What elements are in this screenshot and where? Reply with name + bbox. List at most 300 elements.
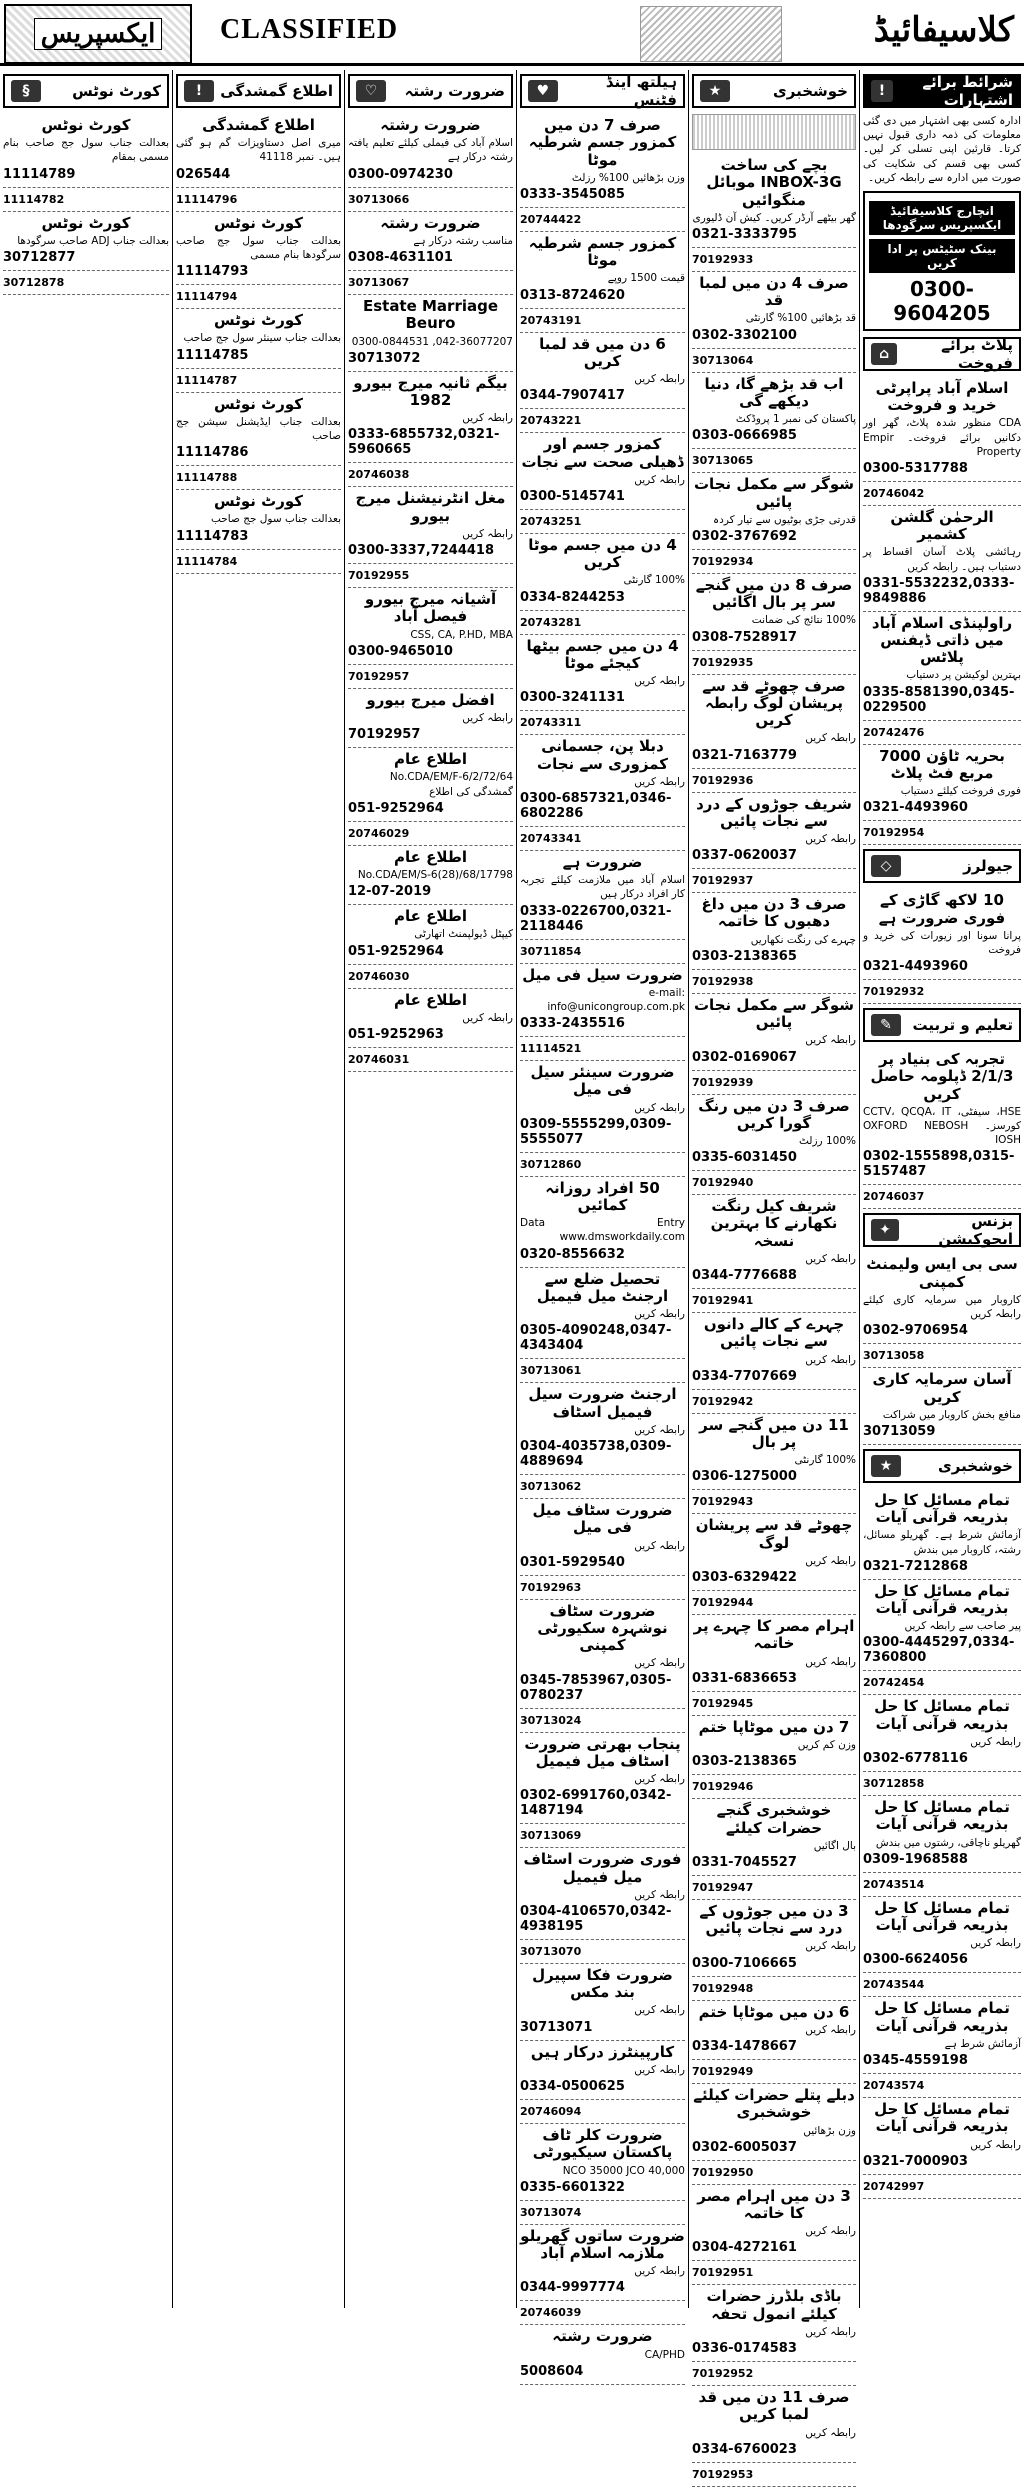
ad-phone: 0337-0620037 [692, 848, 797, 864]
ad-title: ضرورت سینئر سیل فی میل [530, 1063, 675, 1099]
column-3 [344, 70, 516, 2308]
ad-text: بعدالت جناب ADJ صاحب سرگودھا [17, 234, 169, 247]
classified-ad [348, 905, 513, 964]
classified-ad [692, 1390, 856, 1414]
ad-code: 30713066 [348, 192, 410, 206]
classified-ad [520, 1733, 685, 1825]
ad-code: 70192948 [692, 1981, 754, 1995]
ad-code: 11114796 [176, 192, 238, 206]
ad-code: 70192935 [692, 655, 754, 669]
ad-code: 70192934 [692, 554, 754, 568]
ad-text: منافع بخش کاروبار میں شراکت [882, 1408, 1021, 1421]
classified-ad [863, 1897, 1021, 1974]
notice-band: انچارج کلاسیفائیڈ ایکسپریس سرگودھا [869, 201, 1015, 235]
classified-ad [692, 1876, 856, 1900]
section-title: جیولرز [963, 857, 1013, 876]
ad-code: 20743281 [520, 615, 582, 629]
ad-phone: 026544 [176, 166, 231, 182]
ad-code: 70192949 [692, 2065, 754, 2079]
ad-phone: 0306-1275000 [692, 1469, 797, 1485]
ad-title: دبلا پن، جسمانی کمزوری سے نجات [537, 737, 668, 773]
ad-phone: 0308-7528917 [692, 629, 797, 645]
classified-ad [520, 1848, 685, 1940]
ad-code: 30713062 [520, 1480, 582, 1493]
ad-title: کمزور جسم شرطیہ موٹا [528, 233, 677, 270]
ad-phone: 0302-9706954 [863, 1323, 968, 1339]
ad-text: رابطہ کریں [634, 2004, 685, 2017]
ad-text: e-mail: info@unicongroup.com.pk [547, 986, 685, 1013]
ad-title: اطلاع عام [393, 847, 467, 866]
ad-code: 20743221 [520, 414, 582, 428]
classified-ad [692, 248, 856, 272]
ad-title: کورٹ نوٹس [214, 492, 303, 511]
ad-phone: 0331-5532232,0333-9849886 [863, 575, 1015, 606]
ad-title: کمزور جسم اور ڈھیلی صحت سے نجات [521, 435, 684, 471]
classified-ad [520, 1499, 685, 1576]
classified-ad [863, 745, 1021, 822]
ad-title: Estate Marriage Beuro [362, 297, 499, 333]
ad-phone: 0321-7212868 [863, 1558, 968, 1574]
ad-text: HSE، سیفٹی، CCTV، QCQA، IT کورسز۔ OXFORD NEBOSH IOSH [863, 1105, 1021, 1147]
ad-code: 30713065 [692, 454, 754, 468]
ad-text: رابطہ کریں [634, 775, 685, 788]
section-business [863, 1213, 1021, 1247]
section-title: خوشخبری [938, 1456, 1013, 1475]
ad-phone: 0303-0666985 [692, 428, 797, 444]
ad-title: صرف 11 دن میں قد لمبا کریں [698, 2388, 850, 2424]
ad-phone: 0300-7106665 [692, 1955, 797, 1971]
notice-phone: 0300-9604205 [893, 276, 991, 325]
classified-ad [692, 1289, 856, 1313]
classified-ad [692, 675, 856, 769]
ad-code: 20744422 [520, 212, 582, 226]
ad-title: تمام مسائل کا حل بذریعہ قرآنی آیات [874, 1581, 1010, 1618]
ad-text: رابطہ کریں [970, 2138, 1021, 2151]
ad-text: رابطہ کریں [634, 2265, 685, 2278]
ad-phone: 0302-6991760,0342-1487194 [520, 1788, 672, 1819]
column-6 [859, 70, 1024, 2308]
classified-ad [692, 2084, 856, 2161]
ad-text: رابطہ کریں [634, 1773, 685, 1786]
classified-ad [863, 980, 1021, 1004]
ad-title: ضرورت رشتہ [380, 213, 481, 232]
pencil-icon: ✎ [871, 1014, 901, 1036]
ad-phone: 0309-1968588 [863, 1851, 968, 1867]
classified-ad [520, 1037, 685, 1061]
ad-title: بحریہ ٹاؤن 7000 مربع فٹ پلاٹ [879, 746, 1005, 782]
heart-icon: ♡ [356, 80, 386, 102]
ad-text: رابطہ کریں [634, 1657, 685, 1670]
classified-ad [348, 1048, 513, 1072]
ad-phone: 0335-6031450 [692, 1150, 797, 1166]
ad-text: CA/PHD [644, 2348, 685, 2361]
classified-ad [520, 1061, 685, 1153]
ad-title: اطلاع عام [393, 907, 467, 926]
ad-phone: 0344-7907417 [520, 388, 625, 404]
ad-text: چہرے کی رنگت نکھاریں [750, 933, 856, 946]
ad-title: ضرورت سٹاف میل فی میل [532, 1501, 673, 1537]
ad-phone: 0345-4559198 [863, 2053, 968, 2069]
ad-text: پرانا سونا اور زیورات کی خرید و فروخت [863, 929, 1021, 956]
classified-ad [348, 822, 513, 846]
ad-code: 70192953 [692, 2467, 754, 2481]
ad-code: 70192932 [863, 985, 925, 999]
ad-code: 20743251 [520, 514, 582, 528]
clinic-illustration [692, 114, 856, 150]
classified-ad [520, 1824, 685, 1848]
ad-text: رابطہ کریں [462, 412, 513, 425]
section-title: شرائط برائے اشتہارات [922, 73, 1013, 109]
ad-phone: 0304-4272161 [692, 2240, 797, 2256]
classified-ad [692, 550, 856, 574]
classified-ad [520, 114, 685, 208]
fitness-and-jobs-ads [520, 114, 685, 2385]
ad-title: صرف 3 دن میں داغ دھبوں کا خاتمہ [701, 895, 847, 931]
court-notice-ads [176, 114, 341, 574]
ad-title: خوشخبری گنجے حضرات کیلئے [716, 1801, 832, 1837]
ad-code: 70192933 [692, 252, 754, 266]
classified-ad [692, 1900, 856, 1977]
ad-text: No.CDA/EM/F-6/2/72/64 گمشدگی کی اطلاع [389, 771, 513, 798]
ad-title: صرف 3 دن میں رنگ گورا کریں [698, 1096, 850, 1132]
ad-phone: 0334-1478667 [692, 2039, 797, 2055]
section-health-fitness [520, 74, 685, 108]
ad-title: کورٹ نوٹس [214, 394, 303, 413]
classified-ad [692, 449, 856, 473]
ad-phone: 11114789 [3, 166, 76, 182]
ad-text: رابطہ کریں [634, 1888, 685, 1901]
ad-text: آزمائش شرط ہے۔ گھریلو مسائل، رشتہ، کاروبار میں بندش [863, 1529, 1021, 1556]
classified-ad [348, 463, 513, 487]
ad-phone: 0335-6601322 [520, 2179, 625, 2195]
ad-text: رابطہ کریں [634, 473, 685, 486]
ad-code: 30713058 [863, 1349, 925, 1363]
classified-ad [348, 372, 513, 464]
column-4 [516, 70, 688, 2379]
ad-text: گھر بیٹھے آرڈر کریں۔ کیش آن ڈلیوری [692, 211, 856, 224]
classified-ad [520, 208, 685, 232]
classified-ad [863, 612, 1021, 721]
ad-phone: 0344-7776688 [692, 1268, 797, 1284]
ad-phone: 0302-1555898,0315-5157487 [863, 1149, 1015, 1180]
ad-code: 70192952 [692, 2367, 754, 2381]
classified-ad [348, 487, 513, 564]
classified-ad [692, 2386, 856, 2463]
ad-code: 20743574 [863, 2079, 925, 2093]
classified-ad [348, 212, 513, 271]
section-education [863, 1008, 1021, 1042]
classified-ad [692, 2161, 856, 2185]
classified-ad [863, 2074, 1021, 2098]
ad-title: مغل انٹرنیشنل میرج بیورو [355, 489, 506, 525]
ad-text: 042-36077207, 0300-0844531 [351, 335, 513, 348]
ad-code: 30713061 [520, 1364, 582, 1378]
ad-title: 6 دن میں قد لمبا کریں [539, 334, 666, 370]
classified-ad [520, 2100, 685, 2124]
classified-ad [692, 769, 856, 793]
ad-title: تجربہ کی بنیاد پر 2/1/3 ڈپلومہ حاصل کریں [870, 1050, 1014, 1103]
ad-phone: 30713072 [348, 350, 421, 366]
classified-ad [520, 2201, 685, 2225]
ad-text: بعدالت جناب ایڈیشنل سیشن جج صاحب [176, 415, 341, 443]
ad-text: رابطہ کریں [805, 1034, 856, 1047]
classified-ad [863, 1048, 1021, 1185]
ad-title: ضرورت رشتہ [380, 116, 481, 134]
ad-text: 100% رزلٹ [798, 1135, 856, 1148]
ad-title: تمام مسائل کا حل بذریعہ قرآنی آیات [874, 1898, 1010, 1935]
classified-ad [176, 466, 341, 490]
ad-title: تمام مسائل کا حل بذریعہ قرآنی آیات [874, 1490, 1010, 1527]
ad-text: رابطہ کریں [805, 1940, 856, 1953]
classified-ad [176, 212, 341, 286]
ad-text: پیر صاحب سے رابطہ کریں [904, 1620, 1021, 1633]
classified-ad [520, 964, 685, 1038]
header-illustration [640, 6, 782, 62]
ad-title: راولپنڈی اسلام آباد میں ذاتی ڈیفنس پلاٹس [871, 613, 1013, 667]
section-marriage [348, 74, 513, 108]
classified-ad [863, 1253, 1021, 1344]
ad-phone: 0305-4090248,0347-4343404 [520, 1323, 672, 1354]
contact-notice [863, 191, 1021, 331]
ad-phone: 0321-4493960 [863, 959, 968, 975]
classified-ad [692, 2185, 856, 2262]
court-icon: § [11, 80, 41, 102]
star-icon: ✦ [871, 1219, 899, 1241]
plot-ads [863, 377, 1021, 845]
ad-phone: 0321-7163779 [692, 747, 797, 763]
ad-phone: 11114783 [176, 528, 249, 544]
ad-title: 3 دن میں جوڑوں کے درد سے نجات پائیں [699, 1901, 849, 1938]
ad-text: بعدالت جناب سینئر سول جج صاحب [183, 332, 341, 345]
classified-ad [348, 295, 513, 372]
ad-code: 70192951 [692, 2266, 754, 2280]
classified-ad [692, 1414, 856, 1491]
ad-text: رابطہ کریں [634, 1539, 685, 1552]
ad-text: اسلام آباد کی فیملی کیلئے تعلیم یافتہ رشتہ درکار ہے [348, 137, 513, 164]
ad-title: دبلے پتلے حضرات کیلئے خوشخبری [693, 2086, 855, 2122]
section-title: ہیلتھ اینڈ فٹنس [605, 73, 677, 109]
ad-phone: 0321-7000903 [863, 2153, 968, 2169]
ad-title: چہرے کے کالے دانوں سے نجات پائیں [703, 1315, 845, 1351]
classified-ad [692, 2463, 856, 2487]
ad-phone: 0321-4493960 [863, 800, 968, 816]
ad-phone: 0334-6760023 [692, 2441, 797, 2457]
ad-code: 20746037 [863, 1190, 925, 1204]
ad-text: وزن بڑھائیں 100% رزلٹ [571, 171, 685, 184]
ad-phone: 11114793 [176, 264, 249, 280]
ad-title: افضل میرج بیورو [366, 690, 495, 709]
classified-ad [692, 473, 856, 550]
classified-ad [176, 114, 341, 188]
ad-phone: 0345-7853967,0305-0780237 [520, 1672, 672, 1703]
classified-ad [520, 409, 685, 433]
ad-title: شوگر سے مکمل نجات پائیں [693, 995, 855, 1032]
ad-code: 11114788 [176, 471, 238, 485]
classified-ad [348, 188, 513, 212]
ad-text: رابطہ کریں [462, 711, 513, 724]
house-icon: ⌂ [871, 343, 897, 365]
classified-ad [692, 893, 856, 970]
ad-phone: 11114786 [176, 445, 249, 461]
section-title: ضرورت رشتہ [404, 82, 505, 100]
ad-text: CSS, CA, P.HD, MBA [410, 628, 513, 641]
ad-text: رابطہ کریں [462, 1011, 513, 1024]
ad-title: کارپینٹرز درکار ہیں [530, 2042, 675, 2061]
ad-text: رابطہ کریں [805, 1252, 856, 1265]
classified-ad [863, 506, 1021, 612]
classified-ad [863, 1185, 1021, 1209]
ad-code: 20743191 [520, 313, 582, 327]
edu-ads [863, 1048, 1021, 1209]
classified-ad [863, 1580, 1021, 1672]
marriage-and-notice-ads [348, 114, 513, 1072]
classified-ad [692, 1095, 856, 1172]
ad-code: 20742476 [863, 725, 925, 739]
ad-phone: 0321-3333795 [692, 226, 797, 242]
ad-text: رابطہ کریں [634, 2063, 685, 2076]
ad-phone: 0320-8556632 [520, 1246, 625, 1262]
section-title: کورٹ نوٹس [72, 82, 161, 100]
ad-phone: 30712877 [3, 250, 76, 266]
ad-text: رابطہ کریں [970, 1735, 1021, 1748]
classified-ad [692, 1195, 856, 1289]
ad-code: 20743544 [863, 1978, 925, 1992]
ad-phone: 0301-5929540 [520, 1554, 625, 1570]
ad-title: تمام مسائل کا حل بذریعہ قرآنی آیات [874, 1798, 1010, 1834]
ad-code: 11114782 [3, 192, 65, 206]
ad-title: اطلاع عام [393, 750, 467, 769]
classified-ad [863, 1796, 1021, 1873]
ad-text: رابطہ کریں [462, 527, 513, 540]
ad-code: 20743514 [863, 1877, 925, 1891]
classified-ad [863, 377, 1021, 482]
ad-title: ارجنٹ ضرورت سیل فیمیل اسٹاف [528, 1385, 677, 1421]
ad-code: 30713069 [520, 1829, 582, 1843]
ad-text: کاروبار میں سرمایہ کاری کیلئے رابطہ کریں [863, 1293, 1021, 1321]
ad-text: No.CDA/EM/S-6(28)/68/17798 [357, 868, 513, 881]
ad-phone: 0335-8581390,0345-0229500 [863, 684, 1015, 715]
classified-ad [348, 748, 513, 822]
ad-code: 20743311 [520, 716, 582, 730]
ad-code: 11114787 [176, 373, 238, 387]
ad-title: ضرورت کلر ٹاف پاکستان سیکیورٹی [532, 2126, 673, 2162]
ad-code: 20746039 [520, 2306, 582, 2320]
ad-title: صرف چھوٹے قد سے پریشان لوگ رابطہ کریں [702, 676, 846, 730]
classified-ad [520, 232, 685, 309]
classified-ad [863, 1772, 1021, 1796]
classified-ad [520, 1964, 685, 2041]
ad-code: 70192943 [692, 1495, 754, 1509]
classified-ad [348, 689, 513, 748]
classified-ad [692, 373, 856, 450]
header-title-en: CLASSIFIED [220, 14, 399, 45]
classified-ad [863, 1695, 1021, 1772]
ad-title: تحصیل ضلع سے ارجنٹ میل فیمیل [536, 1269, 669, 1305]
star-icon: ★ [700, 80, 730, 102]
ad-phone: 0300-3337,7244418 [348, 543, 495, 559]
ad-phone: 0333-2435516 [520, 1016, 625, 1032]
classified-ad [692, 2261, 856, 2285]
ad-code: 30713070 [520, 1944, 582, 1958]
classified-ad [692, 154, 856, 248]
classified-ad [863, 2175, 1021, 2199]
classified-ad [520, 1177, 685, 1268]
classified-ad [863, 1997, 1021, 2074]
ad-title: شوگر سے مکمل نجات پائیں [693, 475, 855, 511]
ad-code: 20746031 [348, 1052, 410, 1066]
classified-ad [863, 1873, 1021, 1897]
ad-title: 50 افراد روزانہ کمائیں [545, 1178, 660, 1215]
ad-text: CDA منظور شدہ پلاٹ، گھر اور دکانیں برائے فروخت۔ Empir Property [863, 417, 1021, 458]
ad-text: رابطہ کریں [634, 1423, 685, 1436]
ad-title: تمام مسائل کا حل بذریعہ قرآنی آیات [874, 2100, 1010, 2136]
ad-text: گھریلو ناچاقی، رشتوں میں بندش [875, 1836, 1021, 1849]
ad-text: بعدالت جناب سول جج صاحب [210, 513, 341, 526]
ad-title: شریف جوڑوں کے درد سے نجات پائیں [696, 794, 852, 830]
ad-title: صرف 8 دن میں گنجے سر پر بال اگائیں [695, 575, 853, 612]
ad-phone: 0300-6624056 [863, 1952, 968, 1968]
classified-ad [348, 846, 513, 905]
ad-text: رابطہ کریں [805, 1554, 856, 1567]
ad-title: فوری ضرورت اسٹاف میل فیمیل [523, 1850, 682, 1886]
classified-ad [692, 994, 856, 1071]
ad-text: رابطہ کریں [634, 675, 685, 688]
classified-ad [692, 1799, 856, 1876]
section-rules [863, 74, 1021, 108]
diamond-icon: ◇ [871, 855, 901, 877]
ad-title: 3 دن میں اہرام مصر کا خاتمہ [697, 2186, 851, 2222]
ad-text: فوری فروخت کیلئے دستیاب [900, 785, 1021, 798]
classified-ad [863, 482, 1021, 506]
ad-text: قیمت 1500 روپے [607, 272, 685, 285]
ad-phone: 0304-4035738,0309-4889694 [520, 1439, 672, 1469]
ad-phone: 0303-2138365 [692, 948, 797, 964]
classified-ad [348, 588, 513, 665]
ad-phone: 0300-4445297,0334-7360800 [863, 1635, 1015, 1666]
ad-title: بیگم ثانیہ میرج بیورو 1982 [353, 373, 508, 409]
column-2 [172, 70, 344, 2308]
ad-title: 6 دن میں موٹاپا ختم [698, 2002, 850, 2021]
classified-ad [520, 1576, 685, 1600]
column-5 [688, 70, 859, 2481]
ad-phone: 0344-9997774 [520, 2280, 625, 2296]
classified-ad [176, 550, 341, 574]
classified-ad [348, 271, 513, 295]
rules-text: ادارہ کسی بھی اشتہار میں دی گئی معلومات کی ذمہ داری قبول نہیں کرتا۔ قارئین اپنی تسلی کر لیں۔ کسی بھی قسم کی شکایت کی صورت میں ادارہ سے رابطہ کریں۔ [863, 115, 1021, 184]
classified-ad [863, 889, 1021, 980]
ad-title: ضرورت سٹاف نوشہرہ سکیورٹی کمپنی [537, 1601, 668, 1655]
ad-code: 70192939 [692, 1075, 754, 1089]
classified-ad [692, 793, 856, 870]
ad-code: 30713074 [520, 2205, 582, 2219]
ad-phone: 12-07-2019 [348, 884, 432, 900]
ad-phone: 0313-8724620 [520, 287, 625, 303]
ad-title: اہرام مصر کا چہرے پر خاتمہ [693, 1617, 855, 1653]
ad-text: مناسب رشتہ درکار ہے [413, 234, 513, 247]
ad-title: اسلام آباد پراپرٹی خرید و فروخت [875, 378, 1009, 415]
ad-title: ضرورت ساتوں گھریلو ملازمہ اسلام آباد [520, 2226, 685, 2262]
ad-title: کورٹ نوٹس [41, 213, 131, 232]
classified-ad [520, 940, 685, 964]
classified-ad [3, 271, 169, 295]
classified-ad [863, 1973, 1021, 1997]
ad-phone: 0334-8244253 [520, 589, 625, 605]
ad-title: ضرورت رشتہ [552, 2327, 653, 2346]
ad-text: آزمائش شرط ہے [944, 2037, 1021, 2050]
classified-ad [520, 611, 685, 635]
classified-ad [520, 1268, 685, 1360]
ad-phone: 0300-3241131 [520, 690, 625, 706]
